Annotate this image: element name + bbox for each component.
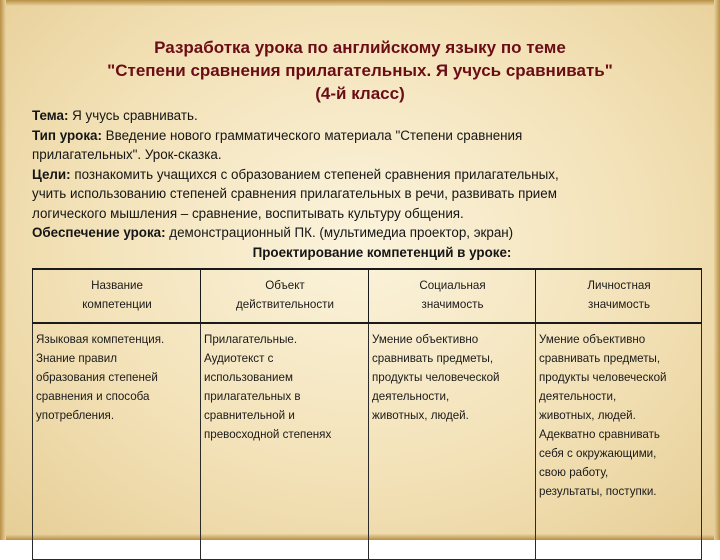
cell-line: Прилагательные. — [204, 333, 298, 346]
header-line: компетенции — [82, 298, 152, 311]
cell-line: образования степеней — [36, 371, 158, 384]
type-value-1: Введение нового грамматического материала "Степени сравнения — [101, 127, 523, 143]
table-row — [33, 323, 702, 560]
cell-line: свою работу, — [539, 466, 609, 479]
table-header-row — [33, 269, 702, 323]
cell-line: результаты, поступки. — [539, 485, 657, 498]
slide-border-top — [0, 0, 720, 6]
cell-line: Языковая компетенция. — [36, 333, 165, 346]
header-line: значимость — [588, 298, 650, 311]
goals-value-1: познакомить учащихся с образованием степеней сравнения прилагательных, — [70, 166, 559, 182]
equipment-label: Обеспечение урока: — [32, 225, 166, 240]
cell-reality-object — [201, 323, 369, 560]
equipment-line — [32, 223, 692, 243]
cell-line: продукты человеческой — [372, 371, 500, 384]
equipment-value: демонстрационный ПК. (мультимедиа проектор, экран) — [165, 225, 514, 240]
slide-border-right — [714, 0, 720, 540]
cell-line: деятельности, — [539, 390, 617, 403]
cell-line: животных, людей. — [539, 409, 636, 422]
type-line — [32, 126, 692, 146]
competence-table — [32, 268, 702, 560]
theme-line — [32, 106, 692, 126]
title-line-1: Разработка урока по английскому языку по теме — [154, 38, 566, 57]
header-line: действительности — [236, 298, 334, 311]
cell-line: Умение объективно — [539, 333, 646, 346]
cell-line: продукты человеческой — [539, 371, 667, 384]
slide-border-left — [0, 0, 6, 540]
header-line: значимость — [421, 298, 484, 311]
header-reality-object — [201, 269, 369, 323]
cell-line: использованием — [204, 371, 293, 384]
header-social-significance — [369, 269, 536, 323]
cell-social-significance — [369, 323, 536, 560]
goals-line-3: логического мышления – сравнение, воспитывать культуру общения. — [32, 205, 464, 221]
header-line: Социальная — [419, 279, 486, 292]
cell-line: сравнивать предметы, — [539, 352, 661, 365]
goals-line-2: учить использованию степеней сравнения прилагательных в речи, развивать прием — [32, 186, 557, 201]
goals-label: Цели: — [32, 166, 71, 182]
slide-title — [40, 36, 680, 105]
cell-line: употребления. — [36, 409, 115, 422]
table-heading: Проектирование компетенций в уроке: — [252, 244, 512, 260]
cell-line: деятельности, — [372, 390, 450, 403]
lesson-info — [32, 106, 692, 262]
theme-value: Я учусь сравнивать. — [68, 108, 198, 123]
cell-line: Умение объективно — [372, 333, 479, 346]
cell-line: Адекватно сравнивать — [539, 428, 660, 441]
title-line-2: "Степени сравнения прилагательных. Я учусь сравнивать" — [107, 61, 613, 80]
cell-competence — [33, 323, 201, 560]
header-line: Личностная — [587, 279, 651, 292]
header-line: Объект — [265, 279, 305, 292]
cell-line: сравнивать предметы, — [372, 352, 494, 365]
cell-personal-significance — [536, 323, 702, 560]
cell-line: превосходной степенях — [204, 428, 332, 441]
cell-line: сравнительной и — [204, 409, 295, 422]
type-label: Тип урока: — [32, 127, 102, 143]
cell-line: Знание правил — [36, 352, 117, 365]
header-personal-significance — [536, 269, 702, 323]
header-line: Название — [91, 279, 143, 292]
cell-line: Аудиотекст с — [204, 352, 274, 365]
cell-line: сравнения и способа — [36, 390, 150, 403]
title-line-3: (4-й класс) — [315, 84, 405, 103]
type-line-cont: прилагательных". Урок-сказка. — [32, 147, 222, 162]
cell-line: прилагательных в — [204, 390, 301, 403]
cell-line: себя с окружающими, — [539, 447, 657, 460]
header-competence-name — [33, 269, 201, 323]
cell-line: животных, людей. — [372, 409, 469, 422]
theme-label: Тема: — [32, 108, 69, 123]
goals-line — [32, 165, 692, 185]
